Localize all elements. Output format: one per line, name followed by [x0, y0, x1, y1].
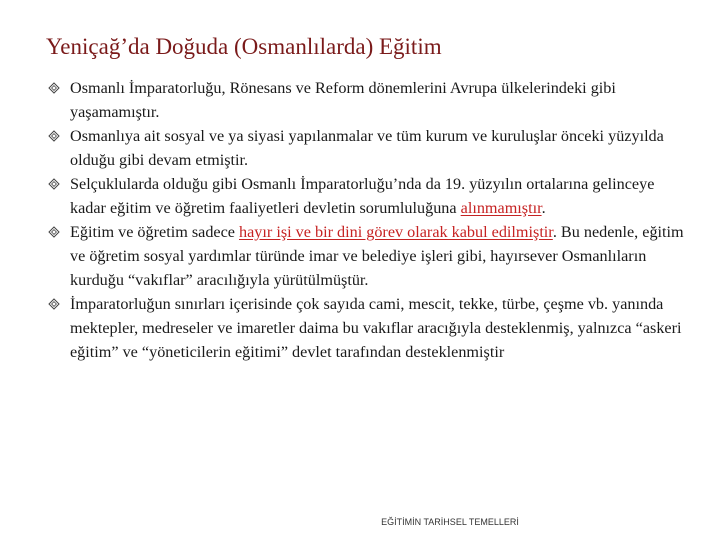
bullet-item [48, 220, 688, 292]
bullet-list [48, 76, 688, 364]
bullet-item [48, 124, 688, 172]
diamond-outline-icon [48, 178, 60, 190]
diamond-outline-icon [48, 226, 60, 238]
bullet-item [48, 292, 688, 364]
diamond-outline-icon [48, 82, 60, 94]
bullet-text: . [541, 199, 546, 217]
bullet-text: Osmanlıya ait sosyal ve ya siyasi yapılanmalar ve tüm kurum ve kuruluşlar önceki yüzyılda olduğu gibi devam etmiştir. [70, 127, 664, 169]
bullet-text: Eğitim ve öğretim sadece [70, 223, 240, 241]
slide-footer: EĞİTİMİN TARİHSEL TEMELLERİ [381, 517, 519, 527]
diamond-outline-icon [48, 298, 60, 310]
bullet-text: İmparatorluğun sınırları içerisinde çok sayıda cami, mescit, tekke, türbe, çeşme vb. yanında mektepler, medreseler ve imaretler daima bu vakıflar aracığıyla desteklenmiş, yalnızca “askeri eğitim” ve “yöneticilerin eğitimi” devlet tarafından desteklenmiştir [70, 295, 682, 361]
slide-title: Yeniçağ’da Doğuda (Osmanlılarda) Eğitim [46, 34, 442, 59]
bullet-text: . Bu nedenle, eğitim ve öğretim sosyal yardımlar türünde imar ve belediye işleri gibi, hayırsever Osmanlıların kurduğu “vakıflar” aracılığıyla yürütülmüştür. [70, 223, 684, 289]
bullet-item [48, 76, 688, 124]
bullet-item [48, 172, 688, 220]
bullet-text: Osmanlı İmparatorluğu, Rönesans ve Reform dönemlerini Avrupa ülkelerindeki gibi yaşamamıştır. [70, 79, 616, 121]
bullet-text: Selçuklularda olduğu gibi Osmanlı İmparatorluğu’nda da 19. yüzyılın ortalarına gelinceye kadar eğitim ve öğretim faaliyetleri devletin sorumluluğuna [70, 175, 655, 217]
diamond-outline-icon [48, 130, 60, 142]
emphasized-text: alınmamıştır [460, 199, 542, 217]
emphasized-text: hayır işi ve bir dini görev olarak kabul edilmiştir [239, 223, 553, 241]
